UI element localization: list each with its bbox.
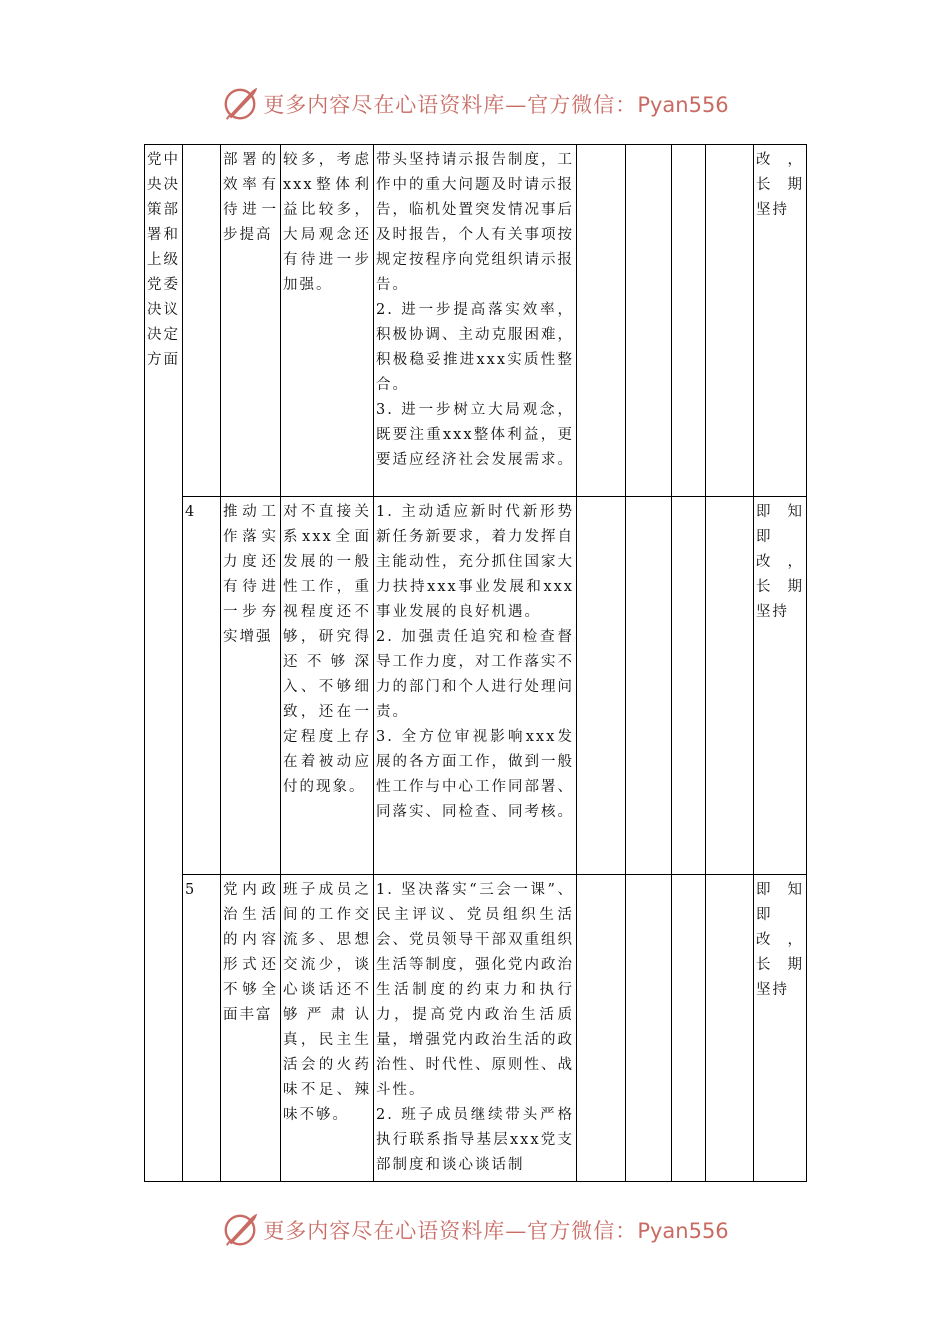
empty-cell <box>706 145 754 497</box>
quill-pen-logo-icon <box>221 1211 259 1249</box>
row-number <box>183 145 221 497</box>
measures-cell: 1. 主动适应新时代新形势新任务新要求，着力发挥自主能动性，充分抓住国家大力扶持xxx事业发展和xxx事业发展的良好机遇。 2. 加强责任追究和检查督导工作力度，对工作落实不力的部门和个人进行处理问责。 3. 全方位审视影响xxx发展的各方面工作，做到一般性工作与中心工作同部署、同落实、同检查、同考核。 <box>374 497 577 875</box>
measures-cell: 带头坚持请示报告制度，工作中的重大问题及时请示报告，临机处置突发情况事后及时报告，个人有关事项按规定按程序向党组织请示报告。 2. 进一步提高落实效率，积极协调、主动克服困难，积极稳妥推进xxx实质性整合。 3. 进一步树立大局观念，既要注重xxx整体利益，更要适应经济社会发展需求。 <box>374 145 577 497</box>
rectification-table <box>144 144 807 1182</box>
table-row <box>145 145 807 497</box>
empty-cell <box>672 875 706 1182</box>
empty-cell <box>706 875 754 1182</box>
empty-cell <box>577 145 626 497</box>
table-row <box>145 497 807 875</box>
manifestation-cell: 对不直接关系xxx全面发展的一般性工作，重视程度还不够，研究得还不够深入、不够细致，还在一定程度上存在着被动应付的现象。 <box>281 497 374 875</box>
category-cell: 党中央决策部署和上级党委决议决定方面 <box>145 145 183 1182</box>
footer-banner <box>0 1208 950 1252</box>
empty-cell <box>577 497 626 875</box>
header-banner <box>0 82 950 126</box>
empty-cell <box>626 875 672 1182</box>
row-number: 4 <box>183 497 221 875</box>
issue-cell: 推动工作落实力度还有待进一步夯实增强 <box>221 497 281 875</box>
quill-pen-logo-icon <box>221 85 259 123</box>
manifestation-cell: 较多，考虑xxx整体利益比较多，大局观念还有待进一步加强。 <box>281 145 374 497</box>
issue-cell: 党内政治生活的内容形式还不够全面丰富 <box>221 875 281 1182</box>
empty-cell <box>672 145 706 497</box>
status-cell: 即知即改，长期坚持 <box>754 497 807 875</box>
banner-text: 更多内容尽在心语资料库—官方微信：Pyan556 <box>263 93 729 117</box>
empty-cell <box>626 145 672 497</box>
empty-cell <box>626 497 672 875</box>
issue-cell: 部署的效率有待进一步提高 <box>221 145 281 497</box>
status-cell: 改，长期坚持 <box>754 145 807 497</box>
empty-cell <box>577 875 626 1182</box>
measures-cell: 1. 坚决落实“三会一课”、民主评议、党员组织生活会、党员领导干部双重组织生活等制度，强化党内政治生活制度的约束力和执行力，提高党内政治生活质量，增强党内政治生活的政治性、时代性、原则性、战斗性。 2. 班子成员继续带头严格执行联系指导基层xxx党支部制度和谈心谈话制 <box>374 875 577 1182</box>
status-cell: 即知即改，长期坚持 <box>754 875 807 1182</box>
empty-cell <box>672 497 706 875</box>
manifestation-cell: 班子成员之间的工作交流多、思想交流少，谈心谈话还不够严肃认真，民主生活会的火药味不足、辣味不够。 <box>281 875 374 1182</box>
row-number: 5 <box>183 875 221 1182</box>
empty-cell <box>706 497 754 875</box>
banner-text: 更多内容尽在心语资料库—官方微信：Pyan556 <box>263 1219 729 1243</box>
table-row <box>145 875 807 1182</box>
